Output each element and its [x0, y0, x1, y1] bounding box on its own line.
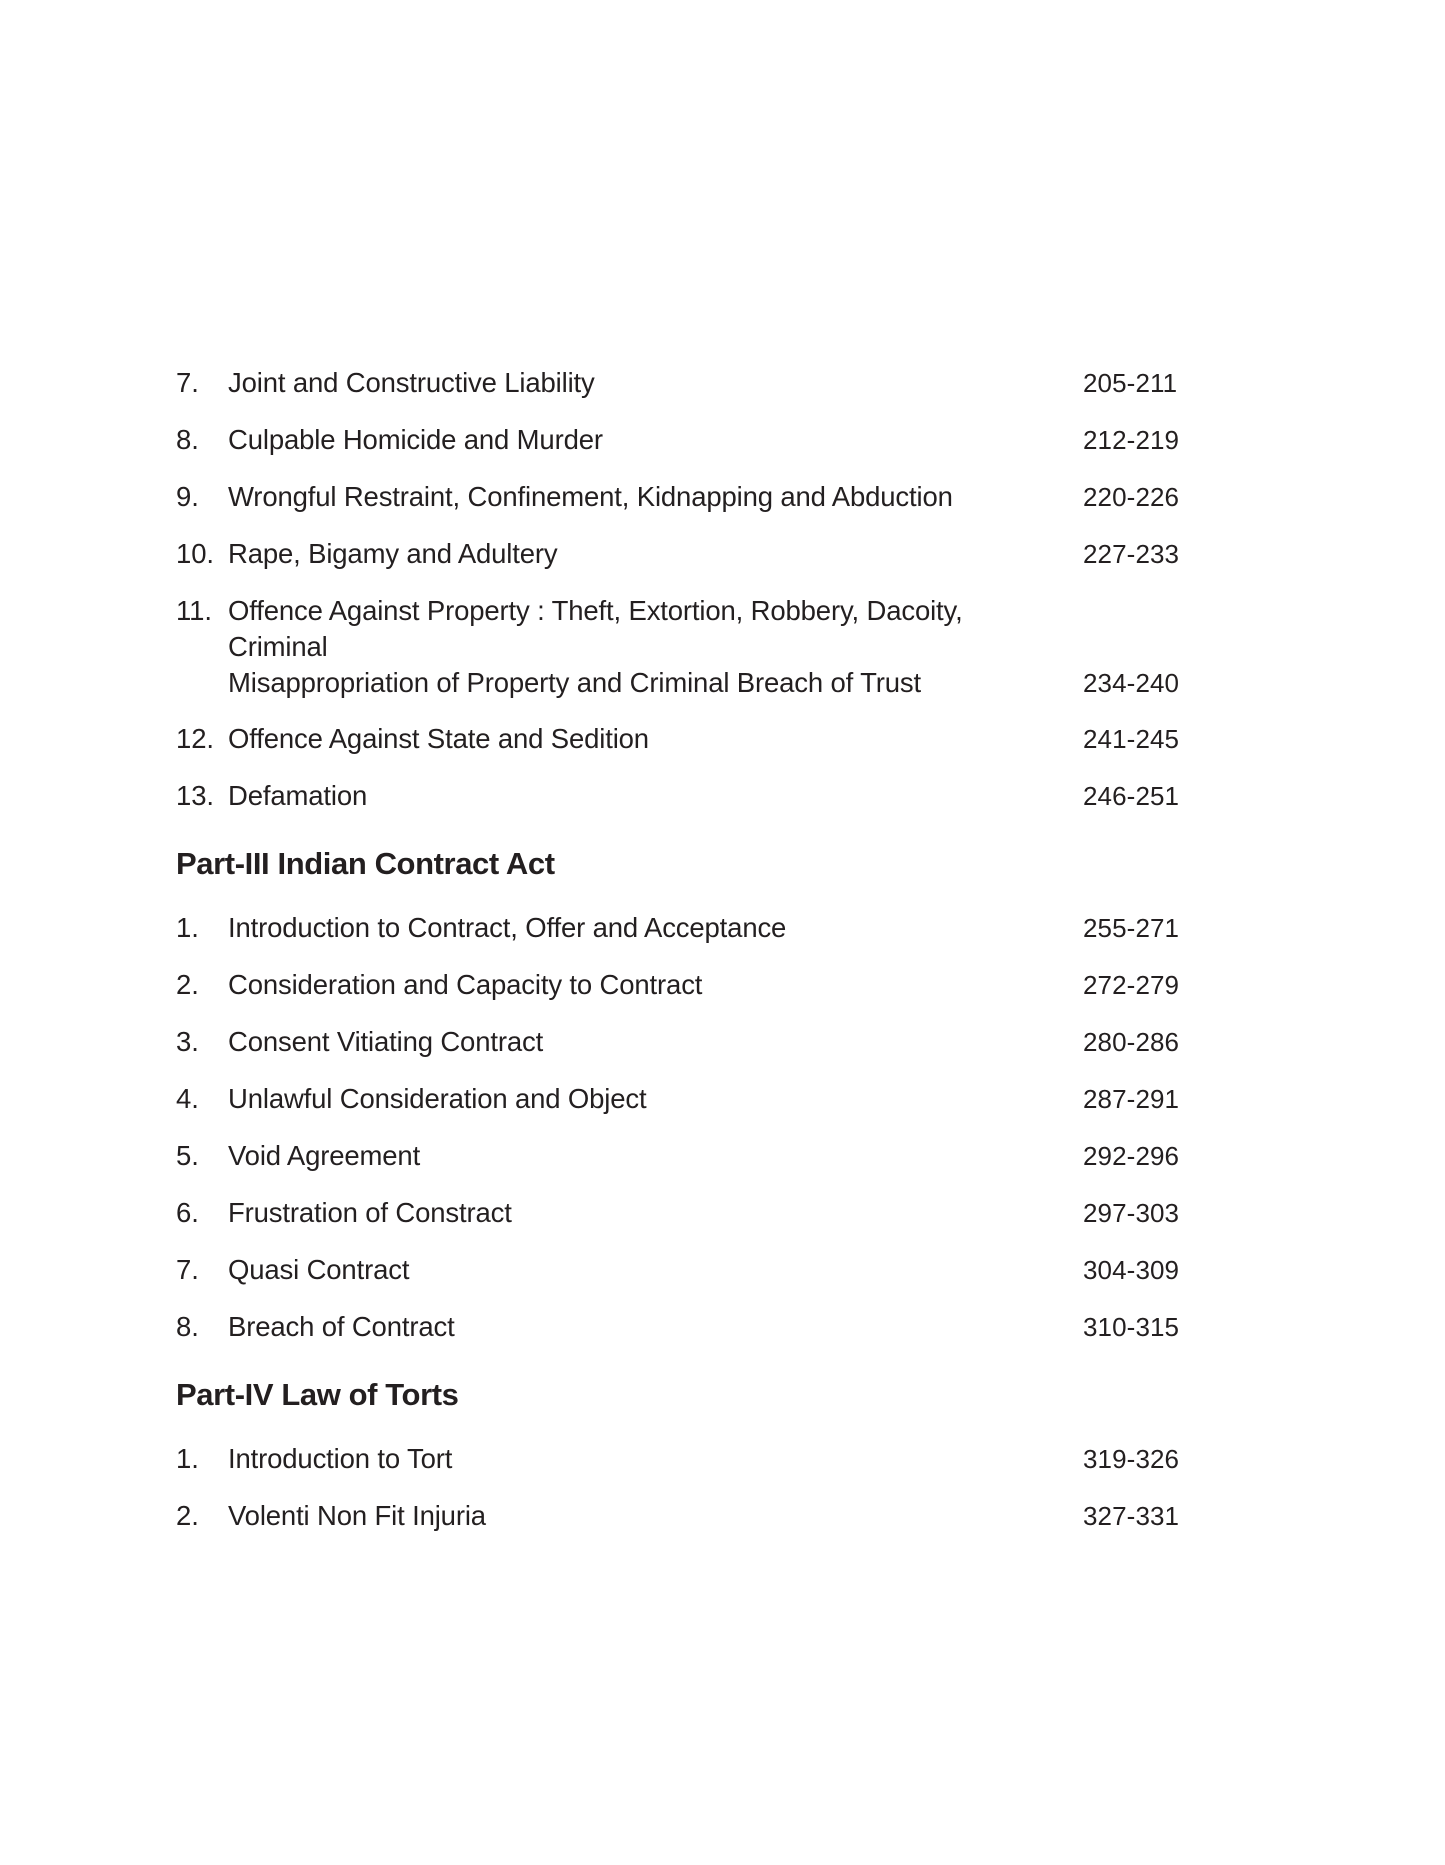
toc-entry-pages: 319-326 [1083, 1444, 1180, 1474]
toc-group [176, 844, 1231, 1345]
toc-entry[interactable] [176, 1498, 1231, 1534]
toc-entry-title: Consent Vitiating Contract [228, 1026, 544, 1057]
toc-entry[interactable] [176, 910, 1231, 946]
toc-entry-pages: 272-279 [1083, 970, 1180, 1000]
toc-entry-number: 7. [176, 367, 199, 398]
toc-entry-pages: 205-211 [1083, 368, 1178, 398]
part-heading: Part-III Indian Contract Act [176, 846, 555, 881]
toc-entry-title: Culpable Homicide and Murder [228, 424, 603, 455]
toc-entry-number: 5. [176, 1140, 199, 1171]
toc-entry-number: 1. [176, 912, 199, 943]
toc-entry-pages: 227-233 [1083, 539, 1180, 569]
toc-group [176, 365, 1231, 814]
toc-entry[interactable] [176, 1081, 1231, 1117]
toc-entry[interactable] [176, 1252, 1231, 1288]
toc-entry-pages: 304-309 [1083, 1255, 1180, 1285]
toc-entry-number: 8. [176, 424, 199, 455]
toc-entry-pages: 310-315 [1083, 1312, 1180, 1342]
toc-entry-number: 12. [176, 723, 214, 754]
toc-entry[interactable] [176, 1441, 1231, 1477]
toc-entry[interactable] [176, 967, 1231, 1003]
toc-entry-title: Unlawful Consideration and Object [228, 1083, 647, 1114]
toc-entry-pages: 241-245 [1083, 724, 1180, 754]
toc-entry-title-line1: Offence Against Property : Theft, Extortion, Robbery, Dacoity, Criminal [228, 595, 963, 662]
toc-entry-pages: 292-296 [1083, 1141, 1180, 1171]
toc-entry[interactable] [176, 1024, 1231, 1060]
part-heading: Part-IV Law of Torts [176, 1377, 459, 1412]
toc-entry-number: 8. [176, 1311, 199, 1342]
toc-entry-number: 1. [176, 1443, 199, 1474]
toc-entry-pages: 212-219 [1083, 425, 1180, 455]
toc-entry-number: 6. [176, 1197, 199, 1228]
toc-entry-title: Rape, Bigamy and Adultery [228, 538, 558, 569]
toc-entry-number: 2. [176, 969, 199, 1000]
toc-entry-title [228, 593, 1083, 701]
toc-entry[interactable] [176, 721, 1231, 757]
toc-entry-number: 11. [176, 595, 212, 626]
toc-entry-title: Wrongful Restraint, Confinement, Kidnapping and Abduction [228, 481, 953, 512]
toc-entry-pages: 297-303 [1083, 1198, 1180, 1228]
toc-entry[interactable] [176, 536, 1231, 572]
toc-entry-number: 9. [176, 481, 199, 512]
toc-entry-title: Volenti Non Fit Injuria [228, 1500, 486, 1531]
toc-entry-pages: 327-331 [1083, 1501, 1180, 1531]
toc-entry[interactable] [176, 422, 1231, 458]
toc-entry-number: 4. [176, 1083, 199, 1114]
toc-entry-pages: 280-286 [1083, 1027, 1180, 1057]
toc-entry-pages: 287-291 [1083, 1084, 1180, 1114]
toc-entry-number: 7. [176, 1254, 199, 1285]
toc-entry-pages: 255-271 [1083, 913, 1180, 943]
toc-entry-pages: 234-240 [1083, 668, 1180, 698]
toc-entry-number: 13. [176, 780, 214, 811]
toc-entry[interactable] [176, 1195, 1231, 1231]
toc-entry-number: 10. [176, 538, 214, 569]
toc-group [176, 1375, 1231, 1534]
toc-entry[interactable] [176, 1309, 1231, 1345]
toc-entry[interactable] [176, 1138, 1231, 1174]
toc-entry-title: Introduction to Contract, Offer and Acceptance [228, 912, 787, 943]
toc-entry-title: Breach of Contract [228, 1311, 455, 1342]
toc-entry[interactable] [176, 479, 1231, 515]
table-of-contents [176, 365, 1231, 1555]
toc-entry[interactable] [176, 593, 1231, 701]
toc-entry-title: Joint and Constructive Liability [228, 367, 595, 398]
toc-entry-title: Consideration and Capacity to Contract [228, 969, 703, 1000]
toc-entry-pages: 220-226 [1083, 482, 1180, 512]
toc-entry-pages: 246-251 [1083, 781, 1180, 811]
toc-entry-title: Introduction to Tort [228, 1443, 453, 1474]
toc-entry-title: Offence Against State and Sedition [228, 723, 649, 754]
toc-entry[interactable] [176, 778, 1231, 814]
toc-entry-number: 2. [176, 1500, 199, 1531]
toc-entry-title: Frustration of Constract [228, 1197, 512, 1228]
toc-entry-title-line2: Misappropriation of Property and Criminal Breach of Trust [228, 667, 922, 698]
toc-entry-number: 3. [176, 1026, 199, 1057]
toc-entry[interactable] [176, 365, 1231, 401]
toc-entry-title: Defamation [228, 780, 368, 811]
toc-entry-title: Quasi Contract [228, 1254, 410, 1285]
toc-entry-title: Void Agreement [228, 1140, 421, 1171]
